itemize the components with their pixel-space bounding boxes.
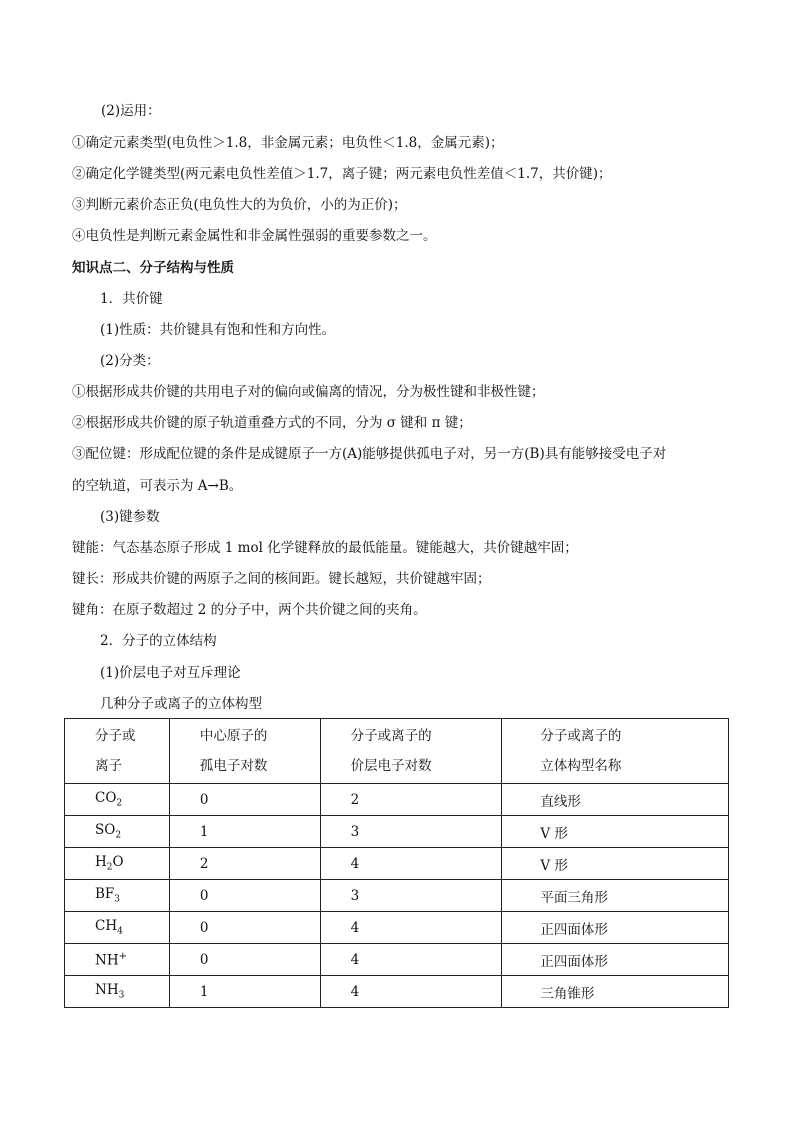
cell-value: 正四面体形: [540, 921, 608, 938]
cell-value: 平面三角形: [540, 889, 608, 906]
table-header-cell: [502, 719, 729, 784]
table-row: [65, 912, 729, 944]
cell-value: 4: [350, 919, 360, 936]
text-line: 键角：在原子数超过 2 的分子中，两个共价键之间的夹角。: [72, 602, 427, 618]
geometry-cell: [502, 880, 729, 912]
header-text: 分子或离子的: [540, 728, 622, 744]
text-line: ③判断元素价态正负(电负性大的为负价，小的为正价)；: [72, 197, 407, 213]
cell-value: 0: [199, 791, 209, 808]
text-line: 键能：气态基态原子形成 1 mol 化学键释放的最低能量。键能越大，共价键越牢固；: [72, 540, 578, 556]
text-line: (1)价层电子对互斥理论: [100, 665, 241, 681]
lone-pair-cell: [169, 848, 320, 880]
valence-pair-cell: [320, 912, 502, 944]
species-cell: [65, 848, 170, 880]
table-row: [65, 944, 729, 976]
header-text: 中心原子的: [199, 728, 268, 744]
formula-text: BF: [95, 886, 115, 903]
valence-pair-cell: [320, 848, 502, 880]
header-text: 离子: [95, 758, 122, 774]
lone-pair-cell: [169, 784, 320, 816]
lone-pair-cell: [169, 944, 320, 976]
cell-value: 4: [350, 855, 360, 872]
cell-value: 1: [199, 983, 209, 1000]
table-header-cell: [169, 719, 320, 784]
formula-text: SO: [95, 822, 116, 839]
formula-subscript: 4: [117, 926, 123, 937]
section-heading: 知识点二、分子结构与性质: [72, 260, 234, 276]
geometry-cell: [502, 976, 729, 1008]
formula-subscript: 2: [116, 798, 123, 809]
lone-pair-cell: [169, 912, 320, 944]
cell-value: 4: [350, 951, 360, 968]
lone-pair-cell: [169, 880, 320, 912]
valence-pair-cell: [320, 976, 502, 1008]
formula-subscript: 3: [114, 894, 121, 905]
valence-pair-cell: [320, 816, 502, 848]
table-row: [65, 848, 729, 880]
formula-text: NH: [95, 952, 119, 969]
geometry-cell: [502, 784, 729, 816]
valence-pair-cell: [320, 784, 502, 816]
text-line: ②根据形成共价键的原子轨道重叠方式的不同，分为 σ 键和 π 键；: [72, 415, 472, 431]
text-line: (2)分类：: [100, 353, 160, 369]
valence-pair-cell: [320, 880, 502, 912]
cell-value: 4: [350, 983, 360, 1000]
text-line: ①根据形成共价键的共用电子对的偏向或偏离的情况，分为极性键和非极性键；: [72, 384, 545, 400]
lone-pair-cell: [169, 976, 320, 1008]
text-line: ②确定化学键类型(两元素电负性差值＞1.7，离子键；两元素电负性差值＜1.7，共价键)；: [72, 166, 612, 182]
cell-value: 0: [199, 919, 209, 936]
formula-subscript: 2: [106, 862, 113, 873]
species-cell: [65, 944, 170, 976]
cell-value: V 形: [540, 825, 568, 842]
geometry-cell: [502, 944, 729, 976]
cell-value: 0: [199, 951, 209, 968]
cell-value: 2: [199, 855, 209, 872]
table-row: [65, 976, 729, 1008]
species-cell: [65, 816, 170, 848]
cell-value: 三角锥形: [540, 985, 595, 1002]
table-header-cell: [65, 719, 170, 784]
valence-pair-cell: [320, 944, 502, 976]
cell-value: 1: [199, 823, 209, 840]
text-line: 1．共价键: [100, 291, 163, 307]
species-cell: [65, 976, 170, 1008]
header-text: 价层电子对数: [350, 758, 432, 774]
table-row: [65, 816, 729, 848]
formula-subscript: 3: [118, 990, 125, 1001]
table-header-row: [65, 719, 729, 784]
text-line: ③配位键：形成配位键的条件是成键原子一方(A)能够提供孤电子对，另一方(B)具有能够接受电子对: [72, 446, 667, 462]
formula-text: NH: [95, 982, 119, 999]
cell-value: 直线形: [540, 793, 581, 810]
geometry-cell: [502, 912, 729, 944]
species-cell: [65, 880, 170, 912]
formula-text: CH: [95, 918, 118, 935]
table-caption: 几种分子或离子的立体构型: [100, 696, 262, 712]
geometry-cell: [502, 848, 729, 880]
text-line: (3)键参数: [100, 509, 160, 525]
table-row: [65, 784, 729, 816]
text-line: 的空轨道，可表示为 A→B。: [72, 478, 243, 494]
header-text: 分子或离子的: [350, 728, 432, 744]
text-line: (2)运用：: [101, 103, 161, 119]
text-line: (1)性质：共价键具有饱和性和方向性。: [100, 322, 336, 338]
header-text: 分子或: [95, 728, 136, 744]
formula-superscript: +: [118, 950, 127, 962]
cell-value: 0: [199, 887, 209, 904]
cell-value: V 形: [540, 857, 568, 874]
header-text: 立体构型名称: [540, 758, 622, 774]
species-cell: [65, 784, 170, 816]
formula-text: O: [112, 854, 124, 871]
species-cell: [65, 912, 170, 944]
text-line: 键长：形成共价键的两原子之间的核间距。键长越短，共价键越牢固；: [72, 571, 491, 587]
cell-value: 3: [350, 823, 360, 840]
cell-value: 3: [350, 887, 360, 904]
formula-text: CO: [95, 790, 117, 807]
cell-value: 正四面体形: [540, 953, 608, 970]
table-header-cell: [320, 719, 502, 784]
molecule-geometry-table: [64, 718, 729, 1008]
formula-text: H: [95, 854, 107, 871]
text-line: ④电负性是判断元素金属性和非金属性强弱的重要参数之一。: [72, 228, 437, 244]
header-text: 孤电子对数: [199, 758, 268, 774]
formula-subscript: 2: [115, 830, 122, 841]
geometry-cell: [502, 816, 729, 848]
table-row: [65, 880, 729, 912]
lone-pair-cell: [169, 816, 320, 848]
text-line: ①确定元素类型(电负性＞1.8，非金属元素；电负性＜1.8，金属元素)；: [72, 135, 504, 151]
text-line: 2．分子的立体结构: [100, 633, 217, 649]
cell-value: 2: [350, 791, 360, 808]
